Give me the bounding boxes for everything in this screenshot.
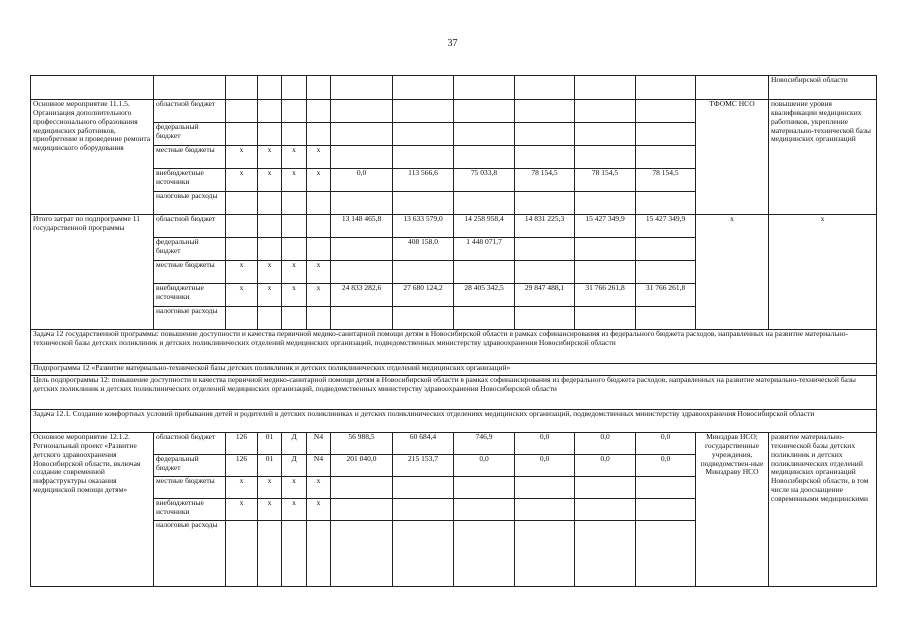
table-row xyxy=(31,215,877,238)
value-cell: 0,0 xyxy=(331,169,393,192)
code-cell: x xyxy=(226,284,258,307)
funding-source: местные бюджеты xyxy=(154,146,226,169)
program-activities-table xyxy=(30,75,877,587)
code-cell: x xyxy=(307,146,331,169)
value-cell: 13 633 579,0 xyxy=(393,215,454,238)
code-cell: x xyxy=(258,499,282,521)
funding-source: федеральный бюджет xyxy=(154,455,226,477)
value-cell: 78 154,5 xyxy=(575,169,636,192)
value-cell: 0,0 xyxy=(575,455,636,477)
value-cell: 14 258 958,4 xyxy=(454,215,515,238)
code-cell: x xyxy=(226,499,258,521)
code-cell: x xyxy=(282,499,307,521)
value-cell: 215 153,7 xyxy=(393,455,454,477)
code-cell: 01 xyxy=(258,433,282,455)
table-row xyxy=(31,433,877,455)
value-cell: 78 154,5 xyxy=(636,169,696,192)
code-cell: N4 xyxy=(307,455,331,477)
value-cell: 24 833 282,6 xyxy=(331,284,393,307)
value-cell: 13 148 465,8 xyxy=(331,215,393,238)
goal-12-text: Цель подпрограммы 12: повышение доступности и качества первичной медико-санитарной помощи детям в Новосибирской области в рамках софинансирования из федерального бюджета расходов, направленных на развитие материально-технической базы детских поликлиник и детских поликлинических отделений медицинских организаций, подведомственных министерству здравоохранения Новосибирской области xyxy=(31,376,877,410)
value-cell: 0,0 xyxy=(636,433,696,455)
value-cell: 28 405 342,5 xyxy=(454,284,515,307)
executor-cell: ТФОМС НСО xyxy=(696,100,769,215)
result-cell: x xyxy=(769,215,877,330)
value-cell: 0,0 xyxy=(636,455,696,477)
code-cell: x xyxy=(258,261,282,284)
value-cell: 408 158,0 xyxy=(393,238,454,261)
subprogram-12-title: Подпрограмма 12 «Развитие материально-технической базы детских поликлиник и детских поликлинических отделений медицинских организаций» xyxy=(31,364,877,376)
table-row xyxy=(31,100,877,123)
value-cell: 113 566,6 xyxy=(393,169,454,192)
value-cell: 15 427 349,9 xyxy=(636,215,696,238)
table-row xyxy=(31,76,877,100)
activity-name: Основное мероприятие 11.1.5. Организация дополнительного профессионального образования медицинских работников, приобретение и проведение ремонта медицинского оборудования xyxy=(31,100,154,215)
code-cell: x xyxy=(282,284,307,307)
value-cell: 31 766 261,8 xyxy=(636,284,696,307)
funding-source: внебюджетные источники xyxy=(154,169,226,192)
funding-source: внебюджетные источники xyxy=(154,284,226,307)
value-cell: 14 831 225,3 xyxy=(515,215,575,238)
total-name: Итого затрат по подпрограмме 11 государственной программы xyxy=(31,215,154,330)
code-cell: 01 xyxy=(258,455,282,477)
code-cell: x xyxy=(282,261,307,284)
code-cell: x xyxy=(226,261,258,284)
value-cell: 75 033,8 xyxy=(454,169,515,192)
table-row xyxy=(31,330,877,364)
value-cell: 27 680 124,2 xyxy=(393,284,454,307)
task-12-text: Задача 12 государственной программы: повышение доступности и качества первичной медико-санитарной помощи детям в Новосибирской области в рамках софинансирования из федерального бюджета расходов, направленных на развитие материально-технической базы детских поликлиник и детских поликлинических отделений медицинских организаций, подведомственных министерству здравоохранения Новосибирской области xyxy=(31,330,877,364)
code-cell: 126 xyxy=(226,433,258,455)
code-cell: x xyxy=(226,169,258,192)
funding-source: областной бюджет xyxy=(154,215,226,238)
funding-source: местные бюджеты xyxy=(154,477,226,499)
task-12-1-text: Задача 12.1. Создание комфортных условий пребывания детей и родителей в детских поликлиниках и детских поликлинических отделениях медицинских организаций, подведомственных министерству здравоохранения Новосибирской области xyxy=(31,410,877,433)
code-cell: x xyxy=(258,146,282,169)
code-cell: x xyxy=(282,146,307,169)
code-cell: Д xyxy=(282,433,307,455)
value-cell: 746,9 xyxy=(454,433,515,455)
funding-source: налоговые расходы xyxy=(154,192,226,215)
code-cell: x xyxy=(282,477,307,499)
result-cell: Новосибирской области xyxy=(769,76,877,100)
table-row xyxy=(31,364,877,376)
code-cell: x xyxy=(258,477,282,499)
value-cell: 31 766 261,8 xyxy=(575,284,636,307)
funding-source: областной бюджет xyxy=(154,100,226,123)
value-cell: 0,0 xyxy=(515,455,575,477)
code-cell: x xyxy=(307,169,331,192)
value-cell: 60 684,4 xyxy=(393,433,454,455)
code-cell: x xyxy=(307,261,331,284)
value-cell: 201 040,0 xyxy=(331,455,393,477)
code-cell: x xyxy=(258,284,282,307)
page-number: 37 xyxy=(447,38,458,49)
value-cell: 56 988,5 xyxy=(331,433,393,455)
value-cell: 0,0 xyxy=(575,433,636,455)
code-cell: 126 xyxy=(226,455,258,477)
funding-source: налоговые расходы xyxy=(154,307,226,330)
funding-source: федеральный бюджет xyxy=(154,238,226,261)
funding-source: областной бюджет xyxy=(154,433,226,455)
code-cell: x xyxy=(226,477,258,499)
executor-cell: x xyxy=(696,215,769,330)
result-cell: развитие материально-технической базы детских поликлиник и детских поликлинических отделений медицинских организаций Новосибирской области, в том числе на дооснащение современными медицинскими xyxy=(769,433,877,587)
result-cell: повышение уровня квалификации медицинских работников, укрепление материально-технической базы медицинских организаций xyxy=(769,100,877,215)
code-cell: x xyxy=(282,169,307,192)
code-cell: x xyxy=(226,146,258,169)
code-cell: N4 xyxy=(307,433,331,455)
value-cell: 0,0 xyxy=(515,433,575,455)
code-cell: x xyxy=(258,169,282,192)
funding-source: местные бюджеты xyxy=(154,261,226,284)
value-cell: 0,0 xyxy=(454,455,515,477)
code-cell: x xyxy=(307,499,331,521)
code-cell: Д xyxy=(282,455,307,477)
activity-name: Основное мероприятие 12.1.2. Региональный проект «Развитие детского здравоохранения Новосибирской области, включая создание современной инфраструктуры оказания медицинской помощи детям» xyxy=(31,433,154,587)
value-cell: 15 427 349,9 xyxy=(575,215,636,238)
table-row xyxy=(31,376,877,410)
value-cell: 78 154,5 xyxy=(515,169,575,192)
executor-cell: Минздрав НСО; государственные учреждения, подведомствен-ные Минздраву НСО xyxy=(696,433,769,587)
funding-source: федеральный бюджет xyxy=(154,123,226,146)
value-cell: 29 847 488,1 xyxy=(515,284,575,307)
code-cell: x xyxy=(307,477,331,499)
funding-source: налоговые расходы xyxy=(154,521,226,587)
funding-source: внебюджетные источники xyxy=(154,499,226,521)
code-cell: x xyxy=(307,284,331,307)
value-cell: 1 448 071,7 xyxy=(454,238,515,261)
table-row xyxy=(31,410,877,433)
